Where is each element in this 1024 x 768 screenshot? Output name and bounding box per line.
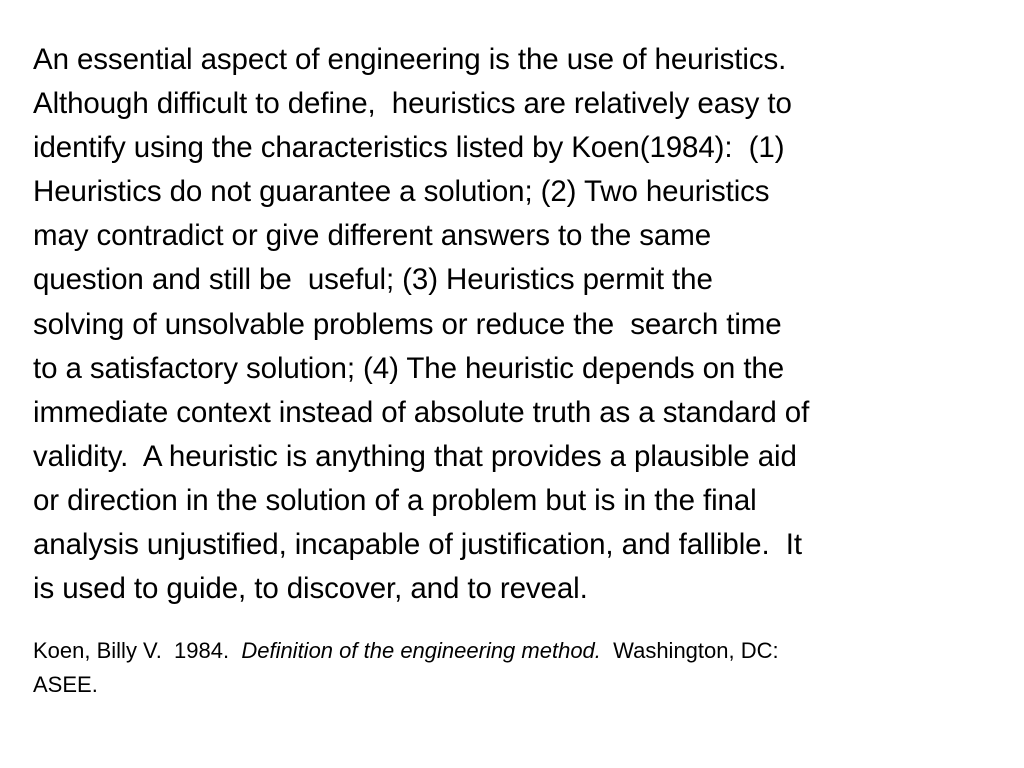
citation-author-year: Koen, Billy V. 1984. bbox=[33, 638, 242, 663]
citation-title: Definition of the engineering method. bbox=[241, 638, 601, 663]
citation-line bbox=[33, 634, 1013, 668]
paragraph-line: analysis unjustified, incapable of justification, and fallible. It bbox=[33, 528, 802, 562]
citation-publisher: Washington, DC: bbox=[600, 638, 779, 663]
citation bbox=[33, 634, 1013, 702]
paragraph-line: Although difficult to define, heuristics are relatively easy to bbox=[33, 87, 792, 121]
paragraph-line: Heuristics do not guarantee a solution; (2) Two heuristics bbox=[33, 175, 770, 209]
paragraph-line: solving of unsolvable problems or reduce the search time bbox=[33, 307, 782, 341]
paragraph-line: An essential aspect of engineering is the use of heuristics. bbox=[33, 43, 787, 76]
paragraph-line: immediate context instead of absolute truth as a standard of bbox=[33, 395, 810, 429]
paragraph-line: or direction in the solution of a problem but is in the final bbox=[33, 483, 757, 517]
citation-publisher-continued: ASEE. bbox=[33, 672, 98, 697]
paragraph-line: validity. A heuristic is anything that provides a plausible aid bbox=[33, 439, 797, 473]
paragraph-line: to a satisfactory solution; (4) The heuristic depends on the bbox=[33, 351, 785, 385]
heuristics-paragraph bbox=[33, 38, 1023, 611]
paragraph-line: is used to guide, to discover, and to reveal. bbox=[33, 572, 588, 606]
paragraph-line: identify using the characteristics listed by Koen(1984): (1) bbox=[33, 131, 785, 165]
paragraph-line: question and still be useful; (3) Heuristics permit the bbox=[33, 263, 713, 297]
paragraph-line: may contradict or give different answers to the same bbox=[33, 219, 711, 253]
